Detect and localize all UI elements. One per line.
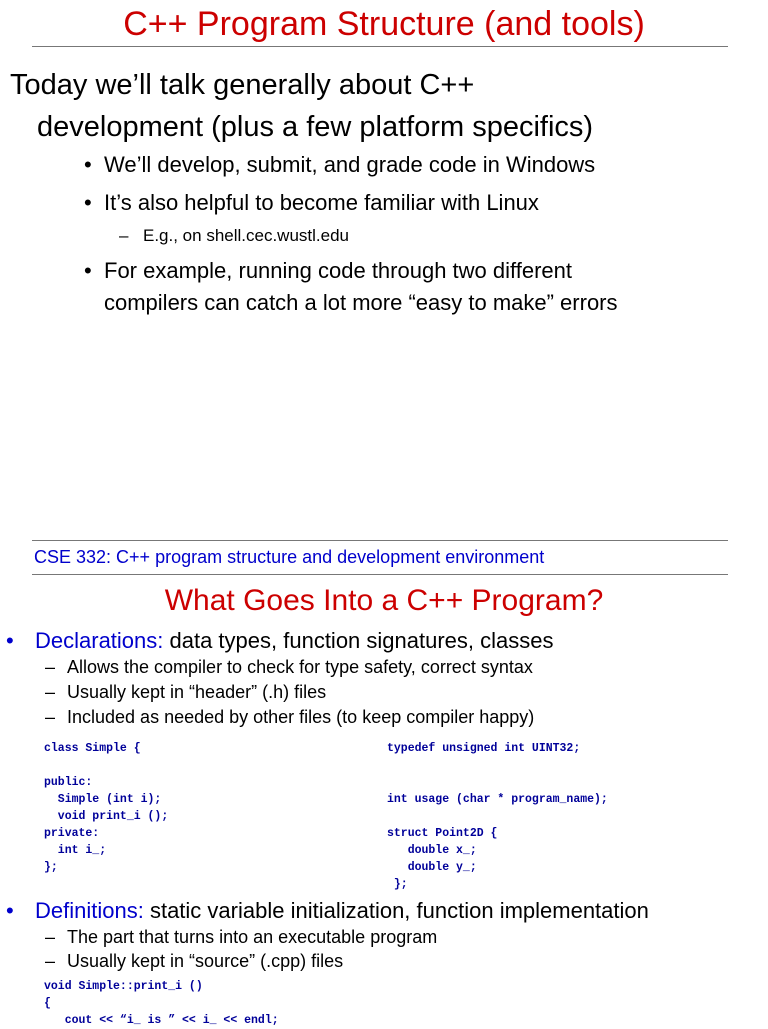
slide1-title: C++ Program Structure (and tools): [123, 5, 645, 43]
slide1-bullet-linux: It’s also helpful to become familiar with Linux: [104, 190, 539, 215]
dash-icon: –: [45, 927, 56, 947]
slide1-main-line1: Today we’ll talk generally about C++: [10, 69, 475, 101]
slide1-sub-bullet-shell: E.g., on shell.cec.wustl.edu: [143, 226, 350, 245]
dash-icon: –: [45, 657, 56, 677]
definitions-sub-source-files: Usually kept in “source” (.cpp) files: [67, 951, 344, 971]
declarations-sub-type-safety: Allows the compiler to check for type safety, correct syntax: [67, 657, 533, 677]
dash-icon: –: [45, 951, 56, 971]
slide2-title: What Goes Into a C++ Program?: [164, 584, 604, 617]
slide1-footer-rule: [32, 540, 728, 541]
code-class-simple: class Simple { public: Simple (int i); void print_i (); private: int i_; };: [44, 742, 169, 874]
slide1-title-rule: [32, 46, 728, 47]
definitions-term: Definitions:: [35, 898, 144, 923]
declarations-sub-header-files: Usually kept in “header” (.h) files: [67, 682, 327, 702]
slide2-top-rule: [32, 574, 728, 575]
declarations-sub-included: Included as needed by other files (to keep compiler happy): [67, 707, 535, 727]
bullet-icon: •: [84, 258, 92, 283]
slide1-bullet-windows: We’ll develop, submit, and grade code in Windows: [104, 152, 596, 177]
code-print-i-definition: void Simple::print_i () { cout << “i_ is ” << i_ << endl;: [44, 980, 279, 1027]
slide2-definitions: [35, 898, 649, 924]
declarations-term: Declarations:: [35, 628, 164, 653]
slide2-declarations: [35, 628, 554, 654]
slide1-bullet-compilers-1: For example, running code through two different: [104, 258, 572, 283]
bullet-icon: •: [84, 190, 92, 215]
dash-icon: –: [45, 707, 56, 727]
bullet-icon: •: [6, 628, 14, 653]
bullet-icon: •: [84, 152, 92, 177]
bullet-icon: •: [6, 898, 14, 923]
code-typedef-struct: typedef unsigned int UINT32; int usage (char * program_name); struct Point2D { double x_; double y_; };: [387, 742, 608, 891]
dash-icon: –: [119, 226, 129, 245]
definitions-text: static variable initialization, function implementation: [143, 898, 649, 923]
slide1-footer: CSE 332: C++ program structure and development environment: [34, 547, 545, 567]
slide1-main-line2: development (plus a few platform specifics): [37, 111, 594, 143]
slide1-bullet-compilers-2: compilers can catch a lot more “easy to make” errors: [104, 290, 618, 315]
declarations-text: data types, function signatures, classes: [163, 628, 554, 653]
dash-icon: –: [45, 682, 56, 702]
definitions-sub-executable: The part that turns into an executable program: [67, 927, 438, 947]
